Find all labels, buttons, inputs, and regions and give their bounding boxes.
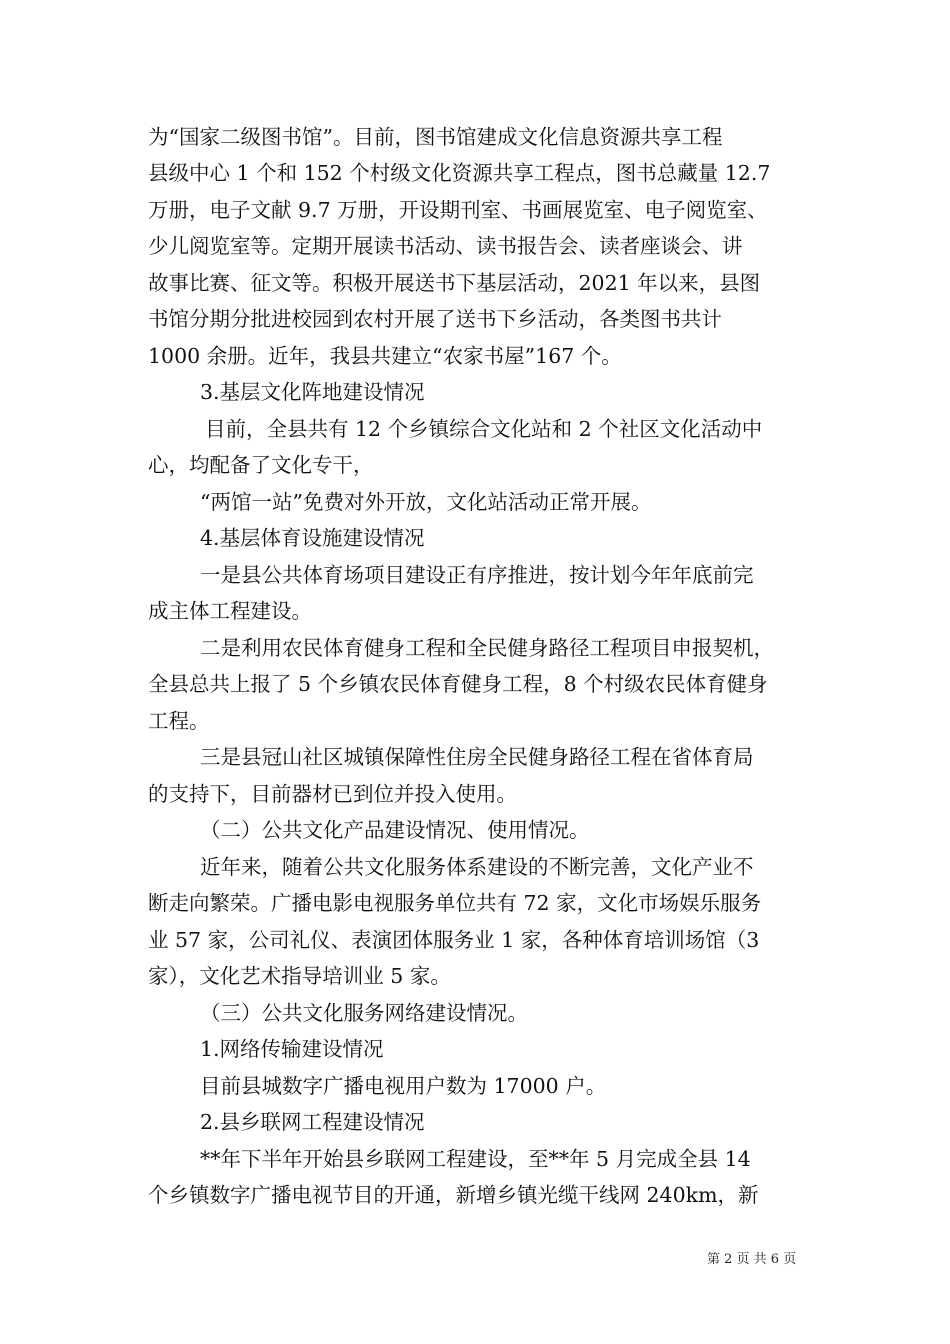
section-heading: 1.网络传输建设情况 xyxy=(200,1037,384,1061)
section-heading: 2.县乡联网工程建设情况 xyxy=(200,1110,425,1134)
section-heading: （三）公共文化服务网络建设情况。 xyxy=(200,1001,528,1025)
text-line: 县级中心 1 个和 152 个村级文化资源共享工程点，图书总藏量 12.7 xyxy=(148,161,771,185)
text-line: 工程。 xyxy=(148,709,210,733)
text-line: 成主体工程建设。 xyxy=(148,599,312,623)
section-heading: （二）公共文化产品建设情况、使用情况。 xyxy=(200,818,590,842)
text-line: 三是县冠山社区城镇保障性住房全民健身路径工程在省体育局 xyxy=(200,745,754,769)
text-line: 心，均配备了文化专干， xyxy=(148,453,374,477)
text-line: 1000 余册。近年，我县共建立“农家书屋”167 个。 xyxy=(148,344,622,368)
text-line: 为“国家二级图书馆”。目前，图书馆建成文化信息资源共享工程 xyxy=(148,125,723,149)
text-line: 少儿阅览室等。定期开展读书活动、读书报告会、读者座谈会、讲 xyxy=(148,234,743,258)
text-line: 近年来，随着公共文化服务体系建设的不断完善，文化产业不 xyxy=(200,855,754,879)
text-line: 的支持下，目前器材已到位并投入使用。 xyxy=(148,782,517,806)
text-line: 二是利用农民体育健身工程和全民健身路径工程项目申报契机， xyxy=(200,636,774,660)
text-line: “两馆一站”免费对外开放，文化站活动正常开展。 xyxy=(200,490,652,514)
text-line: 目前县城数字广播电视用户数为 17000 户。 xyxy=(200,1074,607,1098)
text-line: 书馆分期分批进校园到农村开展了送书下乡活动，各类图书共计 xyxy=(148,307,722,331)
text-line: **年下半年开始县乡联网工程建设，至**年 5 月完成全县 14 xyxy=(200,1147,751,1171)
text-line: 故事比赛、征文等。积极开展送书下基层活动，2021 年以来，县图 xyxy=(148,271,761,295)
section-heading: 4.基层体育设施建设情况 xyxy=(200,526,425,550)
text-line: 一是县公共体育场项目建设正有序推进，按计划今年年底前完 xyxy=(200,563,754,587)
text-line: 家），文化艺术指导培训业 5 家。 xyxy=(148,964,451,988)
text-line: 目前，全县共有 12 个乡镇综合文化站和 2 个社区文化活动中 xyxy=(205,417,763,441)
text-line: 全县总共上报了 5 个乡镇农民体育健身工程，8 个村级农民体育健身 xyxy=(148,672,768,696)
text-line: 业 57 家，公司礼仪、表演团体服务业 1 家，各种体育培训场馆（3 xyxy=(148,928,760,952)
text-line: 万册，电子文献 9.7 万册，开设期刊室、书画展览室、电子阅览室、 xyxy=(148,198,768,222)
text-line: 个乡镇数字广播电视节目的开通，新增乡镇光缆干线网 240km，新 xyxy=(148,1183,759,1207)
page-number-footer: 第 2 页 共 6 页 xyxy=(707,1252,797,1267)
text-line: 断走向繁荣。广播电影电视服务单位共有 72 家，文化市场娱乐服务 xyxy=(148,891,762,915)
section-heading: 3.基层文化阵地建设情况 xyxy=(200,380,425,404)
